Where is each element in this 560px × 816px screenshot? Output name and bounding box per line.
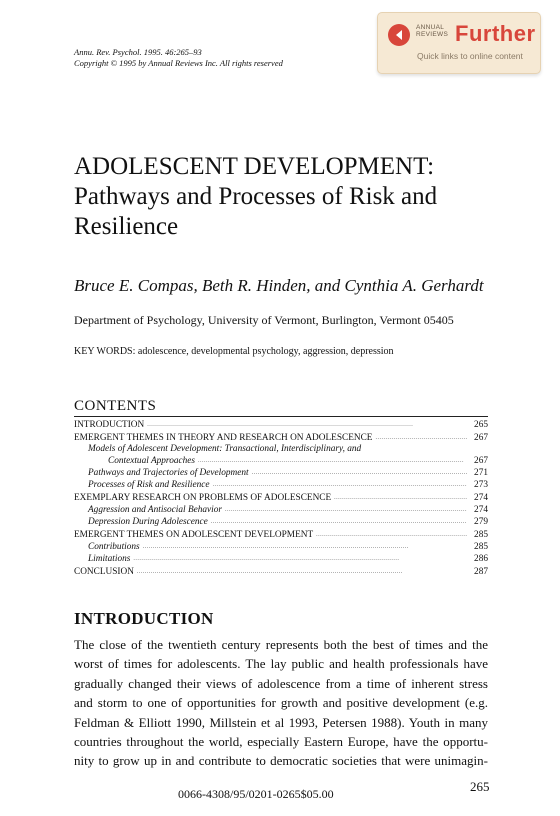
- article-authors: Bruce E. Compas, Beth R. Hinden, and Cynthia A. Gerhardt: [74, 276, 484, 295]
- body-line: The close of the twentieth century represents both the best of times and the: [74, 637, 488, 652]
- author-affiliation: Department of Psychology, University of Vermont, Burlington, Vermont 05405: [74, 313, 454, 327]
- further-links-badge[interactable]: [377, 12, 541, 74]
- article-title: [74, 152, 514, 242]
- price-code: 0066-4308/95/0201-0265$05.00: [178, 787, 334, 801]
- toc-entry[interactable]: INTRODUCTION . . . 265: [74, 419, 488, 431]
- toc-entry[interactable]: Depression During Adolescence . . . 279: [74, 516, 488, 528]
- toc-entry[interactable]: Aggression and Antisocial Behavior . . . 274: [74, 504, 488, 516]
- body-line: gradually changed their views of adolescence from a time of inherent stress: [74, 675, 488, 691]
- contents-heading: CONTENTS: [74, 398, 157, 414]
- toc-entry[interactable]: Pathways and Trajectories of Development . . . 271: [74, 467, 488, 479]
- page-number: 265: [470, 779, 490, 794]
- table-of-contents: [74, 416, 488, 578]
- journal-info: [74, 47, 283, 69]
- toc-entry[interactable]: Limitations . . . 286: [74, 553, 488, 565]
- keywords: KEY WORDS: adolescence, developmental psychology, aggression, depression: [74, 346, 394, 357]
- toc-entry[interactable]: Models of Adolescent Development: Transactional, Interdisciplinary, and: [88, 443, 362, 454]
- title-line: Pathways and Processes of Risk and: [74, 183, 438, 210]
- toc-entry[interactable]: Contextual Approaches . . . 267: [74, 455, 488, 467]
- body-line: and storm to one of opportunities for growth and positive development (e.g.: [74, 695, 488, 711]
- further-tagline: Quick links to online content: [417, 51, 523, 61]
- annual-reviews-logo-text: ANNUAL REVIEWS: [416, 24, 449, 38]
- body-line: worst of times for adolescents. The lay public and health professionals have: [74, 656, 488, 672]
- introduction-heading: INTRODUCTION: [74, 609, 214, 628]
- body-line: nity to grow up in and contribute to democratic societies that were unimagin-: [74, 753, 488, 769]
- toc-entry[interactable]: Processes of Risk and Resilience . . . 273: [74, 479, 488, 491]
- copyright-notice: Copyright © 1995 by Annual Reviews Inc. All rights reserved: [74, 58, 283, 68]
- body-line: countries throughout the world, especially Eastern Europe, have the opportu-: [74, 733, 488, 749]
- title-line: Resilience: [74, 213, 179, 240]
- toc-entry[interactable]: Contributions . . . 285: [74, 541, 488, 553]
- journal-citation: Annu. Rev. Psychol. 1995. 46:265–93: [74, 47, 202, 57]
- title-line: ADOLESCENT DEVELOPMENT:: [74, 153, 435, 180]
- toc-entry[interactable]: EMERGENT THEMES IN THEORY AND RESEARCH ON ADOLESCENCE . . . 267: [74, 431, 488, 443]
- introduction-body: [74, 635, 488, 771]
- toc-entry[interactable]: EXEMPLARY RESEARCH ON PROBLEMS OF ADOLESCENCE . . . 274: [74, 491, 488, 503]
- body-line: Feldman & Elliott 1990, Millstein et al 1993, Petersen 1988). Youth in many: [74, 714, 488, 730]
- play-icon: [388, 24, 410, 46]
- toc-entry[interactable]: CONCLUSION . . . 287: [74, 565, 488, 577]
- further-label: Further: [455, 21, 536, 46]
- toc-entry[interactable]: EMERGENT THEMES ON ADOLESCENT DEVELOPMENT . . . 285: [74, 528, 488, 540]
